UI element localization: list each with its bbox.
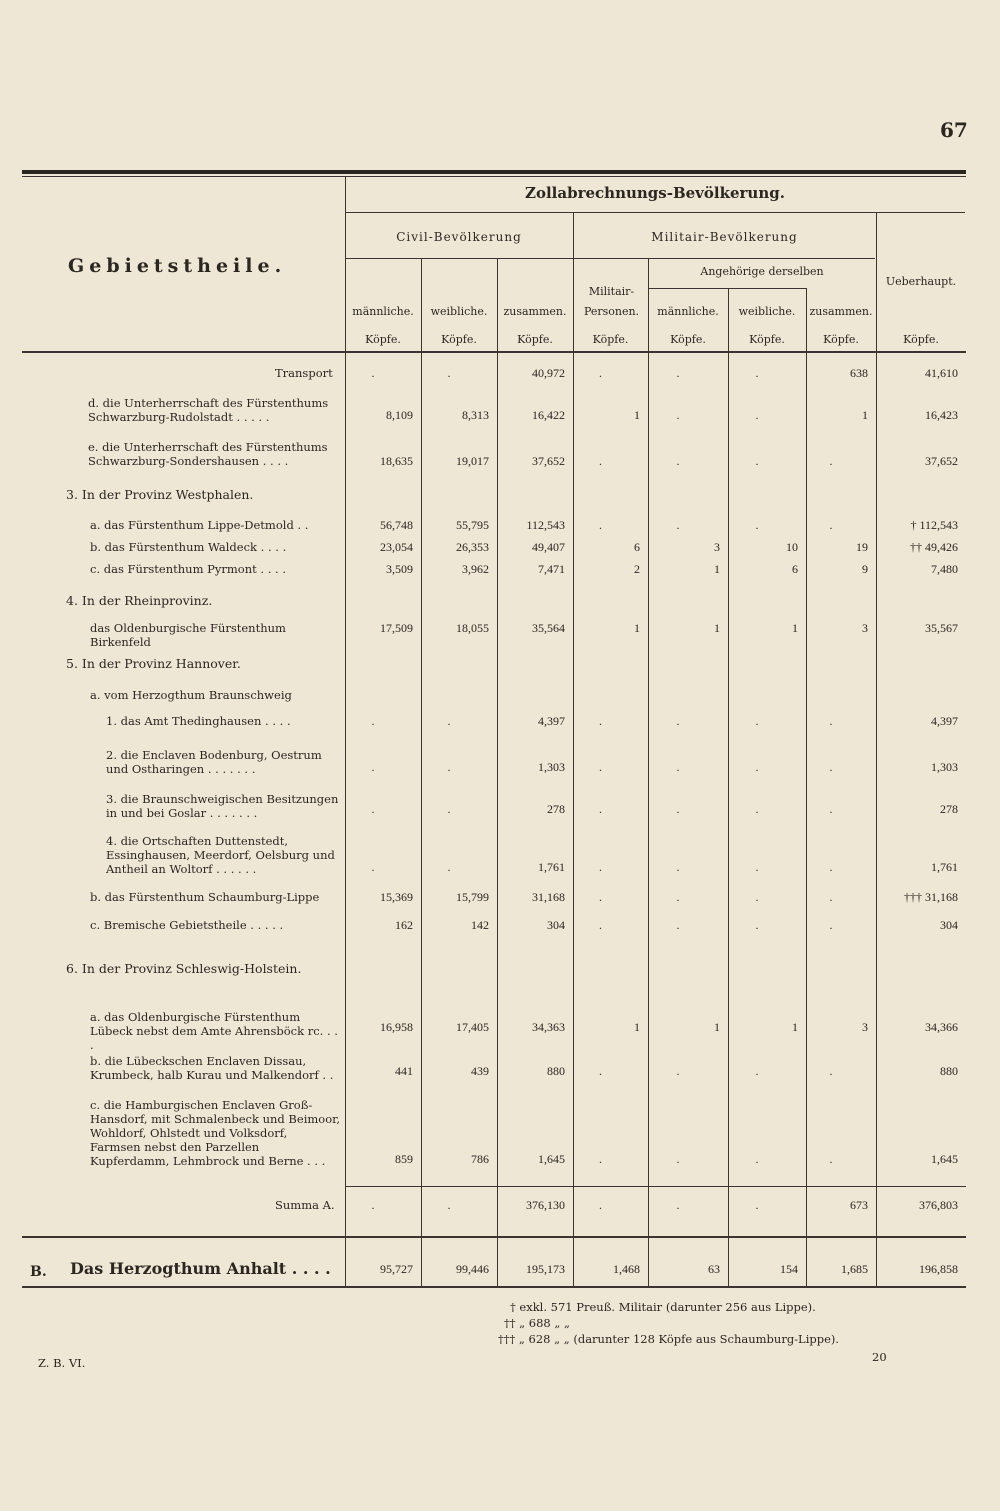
table-cell: . — [829, 714, 833, 728]
table-cell: 55,795 — [456, 518, 489, 532]
table-cell: 99,446 — [456, 1262, 489, 1276]
signature-left: Z. B. VI. — [38, 1356, 86, 1370]
table-cell: . — [755, 802, 759, 816]
table-cell: . — [755, 860, 759, 874]
table-cell: 16,958 — [380, 1020, 413, 1034]
table-cell: 8,109 — [386, 408, 413, 422]
table-cell: . — [755, 760, 759, 774]
row-label: e. die Unterherrschaft des Fürstenthums Schwarzburg-Sondershausen . . . . — [88, 440, 328, 468]
unit-5: Köpfe. — [670, 333, 706, 346]
top-rule-thin — [22, 176, 966, 177]
table-cell: †† 49,426 — [910, 540, 958, 554]
military-heading: Militair-Bevölkerung — [651, 230, 798, 244]
table-cell: . — [829, 890, 833, 904]
table-cell: . — [755, 454, 759, 468]
table-cell: 16,423 — [925, 408, 958, 422]
table-cell: . — [676, 1152, 680, 1166]
table-cell: 376,130 — [526, 1198, 565, 1212]
table-cell: 196,858 — [919, 1262, 958, 1276]
row-label: 2. die Enclaven Bodenburg, Oestrum und Ostharingen . . . . . . . — [106, 748, 322, 776]
row-label: c. die Hamburgischen Enclaven Groß-Hansdorf, mit Schmalenbeck und Beimoor, Wohldorf, Ohlstedt und Volksdorf, Farmsen nebst den Parzellen Kupferdamm, Lehmbrock und Berne . . . — [90, 1098, 341, 1168]
table-cell: . — [371, 802, 375, 816]
table-cell: 4,397 — [931, 714, 958, 728]
unit-6: Köpfe. — [749, 333, 785, 346]
table-cell: 1,303 — [931, 760, 958, 774]
unit-7: Köpfe. — [823, 333, 859, 346]
table-cell: . — [447, 860, 451, 874]
table-cell: . — [447, 1198, 451, 1212]
table-cell: . — [599, 714, 602, 728]
header-bottom-rule — [22, 351, 966, 353]
table-cell: . — [755, 518, 759, 532]
col-maennlich: männliche. — [352, 305, 414, 318]
row-label: 4. In der Rheinprovinz. — [66, 593, 213, 608]
table-cell: . — [599, 366, 602, 380]
table-cell: 3,962 — [462, 562, 489, 576]
table-cell: . — [829, 454, 833, 468]
table-cell: 1 — [862, 408, 868, 422]
row-label: a. das Oldenburgische Fürstenthum Lübeck nebst dem Amte Ahrensböck rc. . . . — [90, 1010, 338, 1052]
table-cell: 17,405 — [456, 1020, 489, 1034]
table-cell: 15,369 — [380, 890, 413, 904]
table-cell: 7,480 — [931, 562, 958, 576]
anhalt-bottom-rule — [22, 1286, 966, 1288]
table-cell: 15,799 — [456, 890, 489, 904]
table-cell: 3,509 — [386, 562, 413, 576]
table-cell: 16,422 — [532, 408, 565, 422]
table-cell: . — [676, 860, 680, 874]
row-label: b. die Lübeckschen Enclaven Dissau, Krumbeck, halb Kurau und Malkendorf . . — [90, 1054, 334, 1082]
col-divider — [806, 288, 807, 1286]
table-cell: . — [755, 714, 759, 728]
table-cell: . — [599, 918, 602, 932]
table-cell: . — [676, 1064, 680, 1078]
table-cell: 638 — [850, 366, 868, 380]
footnote-3: ††† „ 628 „ „ (darunter 128 Köpfe aus Schaumburg-Lippe). — [498, 1332, 840, 1346]
unit-3: Köpfe. — [517, 333, 553, 346]
unit-4: Köpfe. — [592, 333, 629, 346]
table-cell: 49,407 — [532, 540, 565, 554]
table-cell: 40,972 — [532, 366, 565, 380]
table-cell: 34,363 — [532, 1020, 565, 1034]
table-cell: 880 — [547, 1064, 565, 1078]
row-label: 6. In der Provinz Schleswig-Holstein. — [66, 961, 302, 976]
table-cell: 37,652 — [532, 454, 565, 468]
angehoerige-underline — [648, 288, 806, 289]
table-cell: 10 — [786, 540, 798, 554]
row-label: Das Herzogthum Anhalt . . . . — [70, 1259, 331, 1278]
table-cell: . — [829, 918, 833, 932]
table-cell: . — [829, 1152, 833, 1166]
table-cell: . — [755, 1064, 759, 1078]
row-label: d. die Unterherrschaft des Fürstenthums Schwarzburg-Rudolstadt . . . . . — [88, 396, 329, 424]
table-cell: . — [829, 802, 833, 816]
table-cell: 63 — [708, 1262, 720, 1276]
row-label: 3. die Braunschweigischen Besitzungen in und bei Goslar . . . . . . . — [106, 792, 339, 820]
col-divider — [345, 176, 346, 1286]
table-cell: . — [755, 1152, 759, 1166]
table-cell: 41,610 — [925, 366, 958, 380]
table-cell: 1 — [792, 621, 798, 635]
col-mil-weiblich: weibliche. — [738, 305, 796, 318]
footnote-2: †† „ 688 „ „ — [504, 1316, 570, 1330]
table-cell: 9 — [862, 562, 868, 576]
table-cell: 6 — [634, 540, 640, 554]
table-cell: 1,761 — [538, 860, 565, 874]
table-cell: 3 — [862, 1020, 868, 1034]
table-cell: . — [676, 918, 680, 932]
table-cell: . — [755, 890, 759, 904]
table-cell: 26,353 — [456, 540, 489, 554]
table-cell: 95,727 — [380, 1262, 413, 1276]
table-cell: 142 — [471, 918, 489, 932]
col-weiblich: weibliche. — [430, 305, 488, 318]
table-cell: 19,017 — [456, 454, 489, 468]
table-cell: 1,685 — [841, 1262, 868, 1276]
table-cell: 304 — [547, 918, 565, 932]
table-cell: . — [599, 454, 602, 468]
table-cell: 1 — [792, 1020, 798, 1034]
table-cell: 19 — [856, 540, 868, 554]
table-cell: . — [371, 366, 375, 380]
table-cell: 112,543 — [526, 518, 565, 532]
table-cell: . — [371, 714, 375, 728]
civil-heading: Civil-Bevölkerung — [396, 230, 522, 244]
row-label: Transport — [275, 366, 333, 380]
table-cell: . — [599, 1064, 602, 1078]
anhalt-top-rule — [22, 1236, 966, 1238]
row-label: Summa A. — [275, 1198, 335, 1212]
row-label: 1. das Amt Thedinghausen . . . . — [106, 714, 291, 728]
table-cell: . — [676, 366, 680, 380]
table-cell: 441 — [395, 1064, 413, 1078]
table-cell: 1,645 — [931, 1152, 958, 1166]
row-label: a. das Fürstenthum Lippe-Detmold . . — [90, 518, 309, 532]
table-cell: . — [599, 518, 602, 532]
table-cell: . — [755, 918, 759, 932]
footnote-1: † exkl. 571 Preuß. Militair (darunter 256 aus Lippe). — [510, 1300, 816, 1314]
table-cell: 439 — [471, 1064, 489, 1078]
table-cell: . — [676, 518, 680, 532]
table-cell: . — [676, 802, 680, 816]
col-mil-maennlich: männliche. — [657, 305, 719, 318]
table-cell: 4,397 — [538, 714, 565, 728]
table-cell: 1,645 — [538, 1152, 565, 1166]
table-cell: . — [371, 860, 375, 874]
table-cell: . — [829, 518, 833, 532]
summa-rule — [345, 1186, 966, 1187]
table-cell: 31,168 — [532, 890, 565, 904]
unit-8: Köpfe. — [903, 333, 939, 346]
table-cell: 8,313 — [462, 408, 489, 422]
table-cell: 18,055 — [456, 621, 489, 635]
table-cell: . — [829, 1064, 833, 1078]
table-cell: . — [676, 760, 680, 774]
table-cell: 1 — [714, 1020, 720, 1034]
table-cell: . — [755, 1198, 759, 1212]
table-cell: . — [829, 860, 833, 874]
militair-label-1: Militair- — [588, 285, 635, 298]
table-cell: 56,748 — [380, 518, 413, 532]
signature-right: 20 — [872, 1350, 887, 1364]
row-label: 3. In der Provinz Westphalen. — [66, 487, 254, 502]
table-cell: 304 — [940, 918, 958, 932]
table-cell: . — [447, 802, 451, 816]
table-cell: . — [676, 890, 680, 904]
table-cell: 154 — [780, 1262, 798, 1276]
ueberhaupt-heading: Ueberhaupt. — [885, 275, 957, 288]
table-cell: . — [447, 714, 451, 728]
section-prefix: B. — [30, 1264, 47, 1280]
table-cell: 17,509 — [380, 621, 413, 635]
table-cell: . — [447, 366, 451, 380]
angehoerige-heading: Angehörige derselben — [700, 265, 824, 278]
row-label: 5. In der Provinz Hannover. — [66, 656, 241, 671]
table-cell: . — [829, 760, 833, 774]
table-cell: 859 — [395, 1152, 413, 1166]
table-cell: 376,803 — [919, 1198, 958, 1212]
gebietstheile-heading: Gebietstheile. — [68, 255, 287, 277]
table-cell: . — [676, 454, 680, 468]
table-cell: . — [676, 1198, 680, 1212]
table-cell: 880 — [940, 1064, 958, 1078]
row-label: das Oldenburgische Fürstenthum Birkenfeld — [90, 621, 286, 649]
group-underline — [345, 258, 875, 259]
col-zusammen: zusammen. — [503, 305, 567, 318]
unit-2: Köpfe. — [441, 333, 477, 346]
row-label: b. das Fürstenthum Waldeck . . . . — [90, 540, 287, 554]
table-cell: . — [599, 760, 602, 774]
table-cell: 278 — [940, 802, 958, 816]
main-title: Zollabrechnungs-Bevölkerung. — [525, 184, 785, 202]
table-cell: 35,567 — [925, 621, 958, 635]
table-cell: . — [676, 408, 680, 422]
table-cell: 195,173 — [526, 1262, 565, 1276]
table-cell: 1 — [714, 621, 720, 635]
table-cell: 786 — [471, 1152, 489, 1166]
table-cell: 1,761 — [931, 860, 958, 874]
table-cell: 34,366 — [925, 1020, 958, 1034]
table-cell: 1 — [634, 621, 640, 635]
page-number: 67 — [940, 118, 968, 142]
table-cell: 1 — [634, 1020, 640, 1034]
table-cell: . — [755, 408, 759, 422]
table-cell: † 112,543 — [910, 518, 958, 532]
table-cell: 2 — [634, 562, 640, 576]
col-mil-zusammen: zusammen. — [809, 305, 873, 318]
table-cell: 3 — [862, 621, 868, 635]
table-cell: . — [676, 714, 680, 728]
table-cell: 23,054 — [380, 540, 413, 554]
table-cell: . — [755, 366, 759, 380]
table-cell: . — [371, 760, 375, 774]
table-cell: 18,635 — [380, 454, 413, 468]
table-cell: 673 — [850, 1198, 868, 1212]
table-cell: . — [599, 860, 602, 874]
table-cell: 7,471 — [538, 562, 565, 576]
table-cell: 6 — [792, 562, 798, 576]
table-cell: . — [447, 760, 451, 774]
row-label: a. vom Herzogthum Braunschweig — [90, 688, 292, 702]
table-cell: ††† 31,168 — [904, 890, 958, 904]
table-cell: . — [371, 1198, 375, 1212]
table-cell: . — [599, 1152, 602, 1166]
table-cell: 37,652 — [925, 454, 958, 468]
table-cell: 1,303 — [538, 760, 565, 774]
table-cell: 1 — [714, 562, 720, 576]
table-cell: 1,468 — [613, 1262, 640, 1276]
table-cell: 3 — [714, 540, 720, 554]
unit-1: Köpfe. — [365, 333, 401, 346]
table-cell: . — [599, 890, 602, 904]
table-cell: . — [599, 1198, 602, 1212]
table-cell: 1 — [634, 408, 640, 422]
top-rule — [22, 170, 966, 174]
table-cell: 35,564 — [532, 621, 565, 635]
col-divider — [728, 288, 729, 1286]
table-cell: . — [599, 802, 602, 816]
row-label: c. Bremische Gebietstheile . . . . . — [90, 918, 284, 932]
militair-label-2: Personen. — [583, 305, 640, 318]
table-cell: 162 — [395, 918, 413, 932]
row-label: 4. die Ortschaften Duttenstedt, Essinghausen, Meerdorf, Oelsburg und Antheil an Woltorf . . . . . . — [106, 834, 335, 876]
title-underline — [345, 212, 965, 213]
row-label: b. das Fürstenthum Schaumburg-Lippe — [90, 890, 320, 904]
row-label: c. das Fürstenthum Pyrmont . . . . — [90, 562, 286, 576]
table-cell: 278 — [547, 802, 565, 816]
